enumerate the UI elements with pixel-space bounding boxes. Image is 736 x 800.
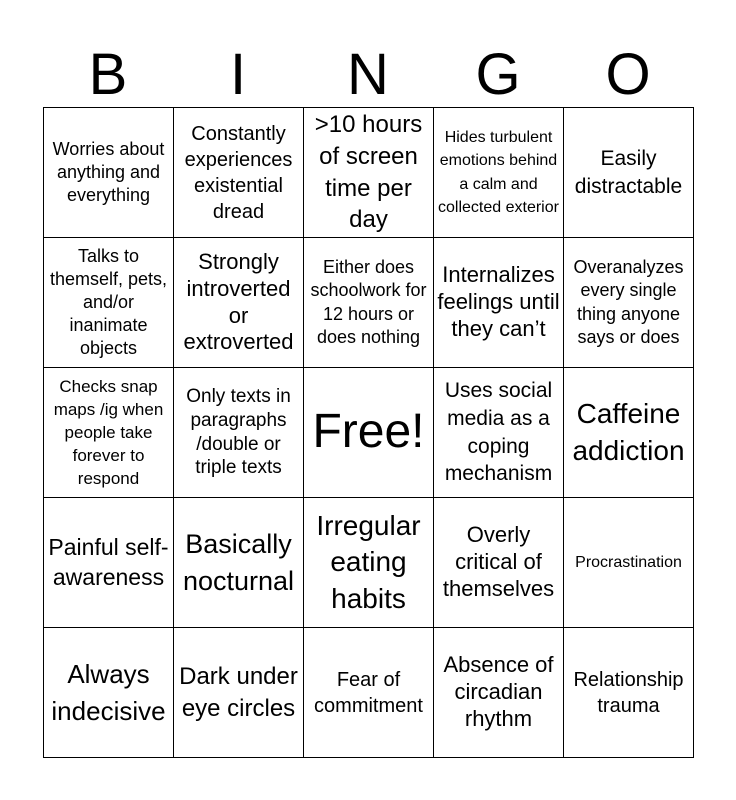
bingo-cell-o3[interactable] bbox=[564, 368, 694, 498]
bingo-cell-n5[interactable] bbox=[304, 628, 434, 758]
cell-text: Overanalyzes every single thing anyone says or does bbox=[573, 257, 684, 347]
header-letter-o: O bbox=[605, 42, 651, 107]
cell-text: Caffeine addiction bbox=[572, 398, 685, 466]
bingo-cell-i4[interactable] bbox=[174, 498, 304, 628]
cell-text: Procrastination bbox=[575, 553, 682, 571]
bingo-cell-i1[interactable] bbox=[174, 108, 304, 238]
cell-text: Easily distractable bbox=[574, 146, 683, 198]
bingo-cell-b4[interactable] bbox=[44, 498, 174, 628]
bingo-cell-g1[interactable] bbox=[434, 108, 564, 238]
cell-text: Irregular eating habits bbox=[316, 509, 421, 614]
header-letter-b: B bbox=[88, 42, 128, 107]
cell-text: >10 hours of screen time per day bbox=[314, 111, 423, 234]
cell-text: Always indecisive bbox=[51, 659, 166, 726]
bingo-grid bbox=[43, 107, 694, 758]
bingo-cell-o1[interactable] bbox=[564, 108, 694, 238]
bingo-cell-o2[interactable] bbox=[564, 238, 694, 368]
cell-text: Checks snap maps /ig when people take forever to respond bbox=[53, 376, 164, 489]
free-space-text: Free! bbox=[312, 405, 425, 459]
cell-text: Painful self-awareness bbox=[48, 534, 169, 590]
bingo-cell-i3[interactable] bbox=[174, 368, 304, 498]
bingo-cell-b1[interactable] bbox=[44, 108, 174, 238]
bingo-cell-b3[interactable] bbox=[44, 368, 174, 498]
bingo-cell-b2[interactable] bbox=[44, 238, 174, 368]
cell-text: Constantly experiences existential dread bbox=[184, 122, 293, 223]
header-letter-n: N bbox=[347, 42, 389, 107]
bingo-cell-g4[interactable] bbox=[434, 498, 564, 628]
header-letter-g: G bbox=[475, 42, 521, 107]
cell-text: Strongly introverted or extroverted bbox=[183, 248, 294, 355]
bingo-cell-i2[interactable] bbox=[174, 238, 304, 368]
bingo-cell-g3[interactable] bbox=[434, 368, 564, 498]
cell-text: Fear of commitment bbox=[314, 668, 423, 717]
bingo-cell-n4[interactable] bbox=[304, 498, 434, 628]
cell-text: Relationship trauma bbox=[573, 668, 684, 717]
bingo-cell-g2[interactable] bbox=[434, 238, 564, 368]
cell-text: Basically nocturnal bbox=[182, 529, 295, 596]
cell-text: Only texts in paragraphs /double or triple texts bbox=[186, 386, 291, 479]
cell-text: Uses social media as a coping mechanism bbox=[444, 378, 553, 486]
bingo-cell-n1[interactable] bbox=[304, 108, 434, 238]
cell-text: Internalizes feelings until they can’t bbox=[437, 262, 560, 341]
bingo-cell-n2[interactable] bbox=[304, 238, 434, 368]
cell-text: Absence of circadian rhythm bbox=[443, 652, 554, 731]
bingo-cell-o5[interactable] bbox=[564, 628, 694, 758]
cell-text: Either does schoolwork for 12 hours or does nothing bbox=[310, 257, 427, 347]
cell-text: Overly critical of themselves bbox=[442, 522, 555, 601]
bingo-header bbox=[43, 42, 693, 108]
bingo-cell-b5[interactable] bbox=[44, 628, 174, 758]
bingo-cell-o4[interactable] bbox=[564, 498, 694, 628]
cell-text: Talks to themself, pets, and/or inanimate objects bbox=[49, 245, 168, 359]
bingo-cell-g5[interactable] bbox=[434, 628, 564, 758]
bingo-cell-free[interactable] bbox=[304, 368, 434, 498]
header-letter-i: I bbox=[229, 42, 247, 107]
cell-text: Worries about anything and everything bbox=[52, 138, 165, 206]
bingo-cell-i5[interactable] bbox=[174, 628, 304, 758]
cell-text: Dark under eye circles bbox=[179, 662, 298, 722]
cell-text: Hides turbulent emotions behind a calm and collected exterior bbox=[438, 129, 559, 216]
